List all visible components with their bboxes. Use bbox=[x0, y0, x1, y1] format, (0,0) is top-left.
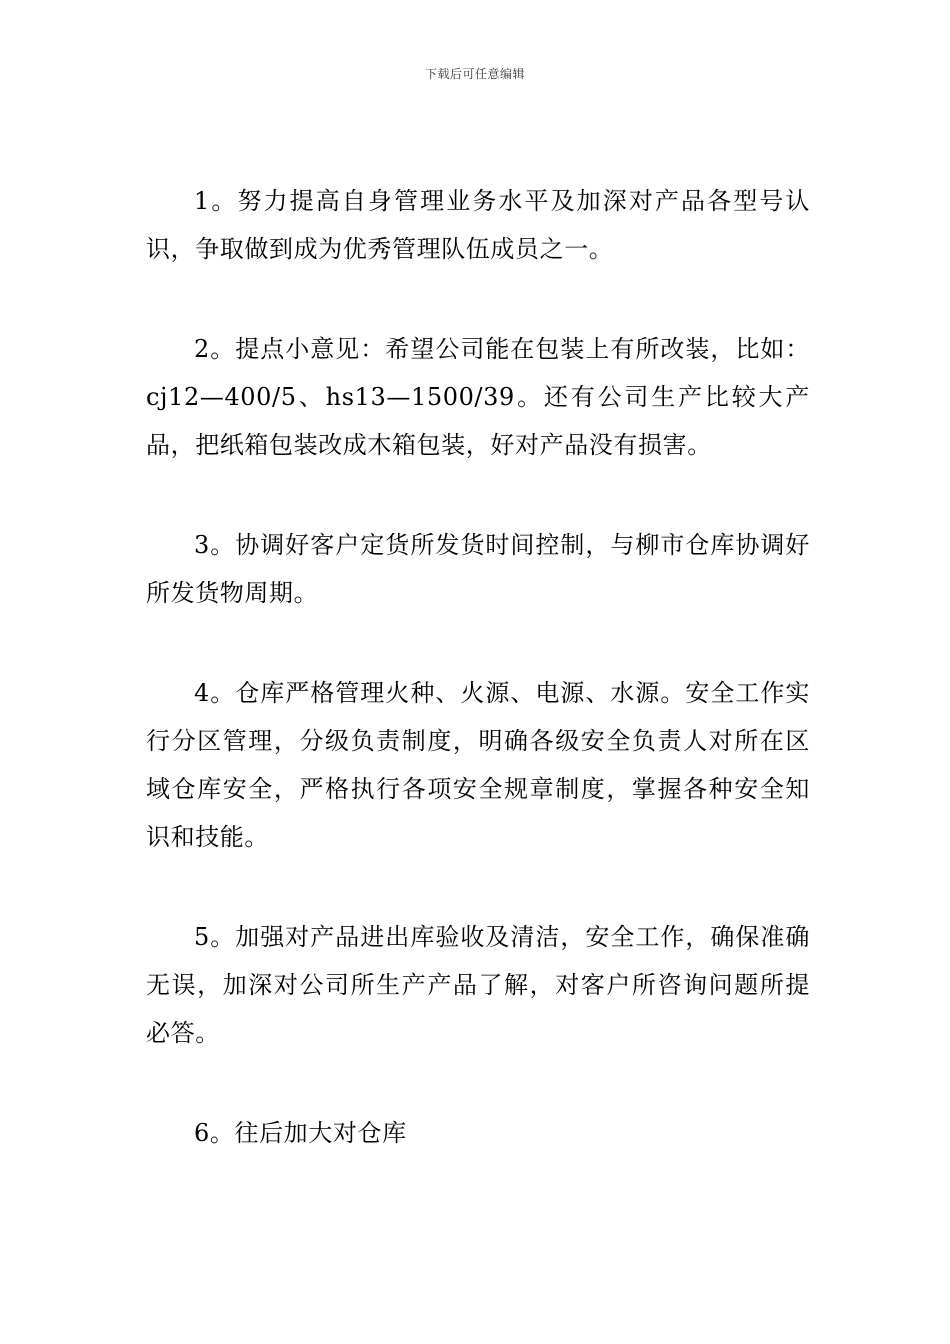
paragraph-2: 2。提点小意见：希望公司能在包装上有所改装，比如：cj12—400/5、hs13—1500/39。还有公司生产比较大产品，把纸箱包装改成木箱包装，好对产品没有损害。 bbox=[146, 335, 810, 459]
paragraph-1: 1。努力提高自身管理业务水平及加深对产品各型号认识，争取做到成为优秀管理队伍成员之一。 bbox=[146, 187, 810, 263]
paragraph-6: 6。往后加大对仓库 bbox=[194, 1119, 407, 1147]
paragraph-3: 3。协调好客户定货所发货时间控制，与柳市仓库协调好所发货物周期。 bbox=[146, 531, 810, 607]
page-header: 下载后可任意编辑 bbox=[424, 67, 525, 81]
document-body bbox=[146, 177, 810, 1157]
paragraph-5: 5。加强对产品进出库验收及清洁，安全工作，确保准确无误，加深对公司所生产产品了解，对客户所咨询问题所提必答。 bbox=[146, 923, 810, 1047]
paragraph-4: 4。仓库严格管理火种、火源、电源、水源。安全工作实行分区管理，分级负责制度，明确各级安全负责人对所在区域仓库安全，严格执行各项安全规章制度，掌握各种安全知识和技能。 bbox=[146, 679, 810, 851]
